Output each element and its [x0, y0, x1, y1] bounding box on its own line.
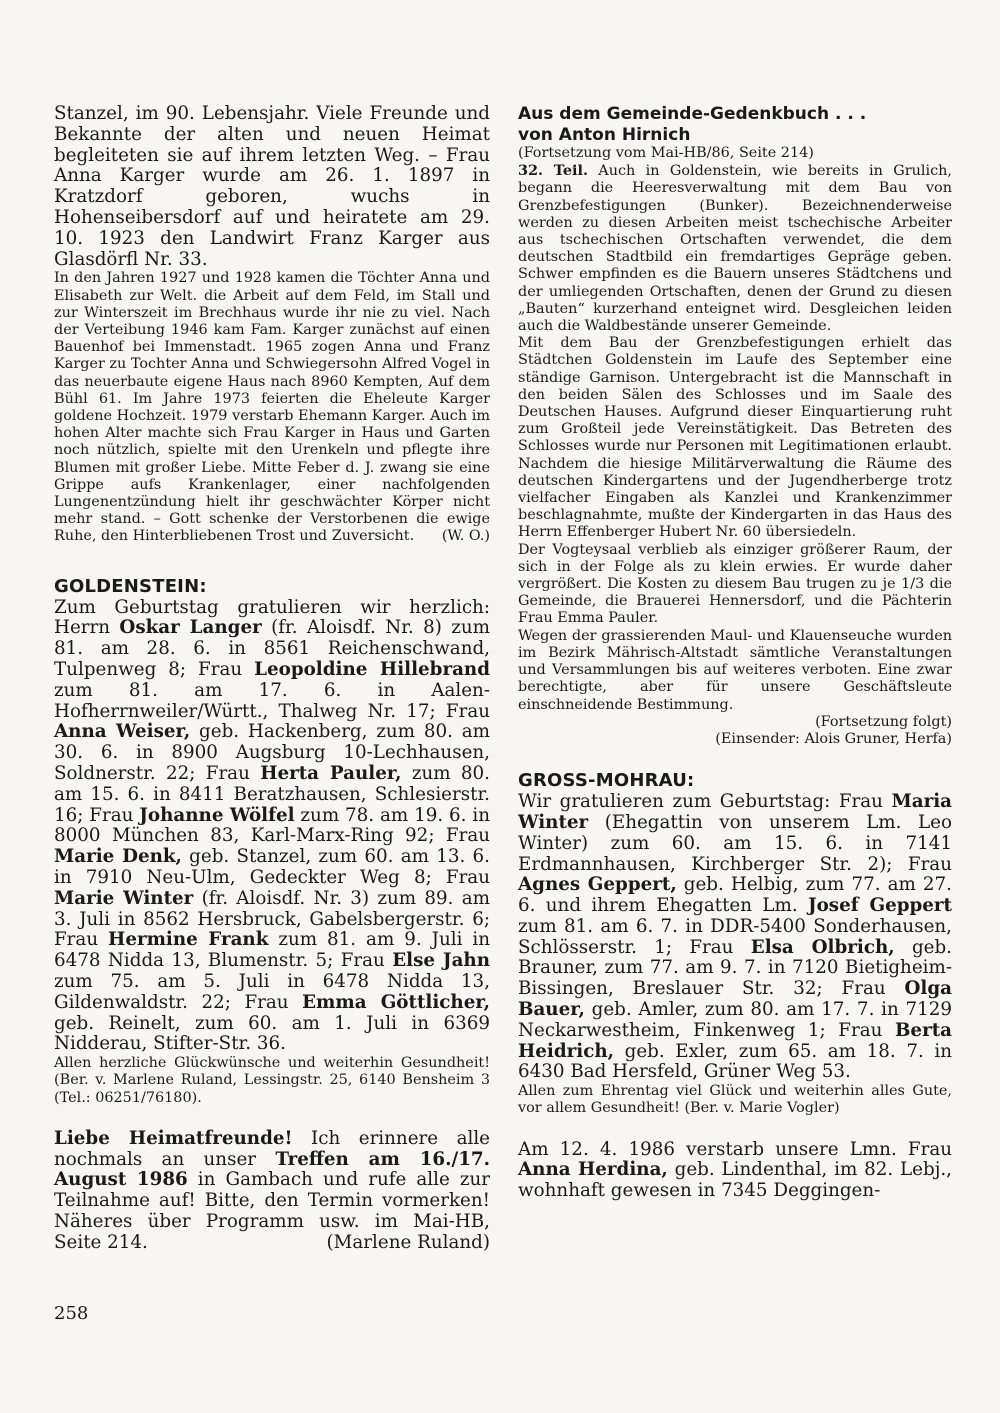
text-run: Am 12. 4. 1986 verstarb unsere Lmn. Frau: [518, 1138, 952, 1160]
text-run: geb. Brauner, zum 77. am 9. 7. in 7120 Bietigheim-Bissingen, Breslauer Str. 32; Frau: [518, 936, 952, 1000]
text-run: geb. Reinelt, zum 60. am 1. Juli in 6369 Nidderau, Stifter-Str. 36.: [54, 1012, 490, 1055]
text-run: (fr. Aloisdf. Nr. 8) zum 81. am 28. 6. in 8561 Reichenschwand, Tulpenweg 8; Frau: [54, 617, 490, 681]
text-run: (Ehegattin von unserem Lm. Leo Winter) zum 60. am 15. 6. in 7141 Erdmannhausen, Kirchberger Str. 2); Frau: [518, 811, 952, 875]
person-name: Agnes Geppert,: [518, 874, 677, 896]
text-run: zum 81. am 17. 6. in Aalen-Hofherrnweiler/Württ., Thalweg Nr. 17; Frau: [54, 679, 490, 722]
text-run: geb. Hackenberg, zum 80. am 30. 6. in 8900 Augsburg 10-Lechhausen, Soldnerstr. 22; Frau: [54, 721, 490, 784]
text-run: geb. Amler, zum 80. am 17. 7. in 7129 Neckarwestheim, Finkenweg 1; Frau: [518, 999, 952, 1041]
text-run: Zum Geburtstag gratulieren wir herzlich: Herrn: [54, 596, 490, 639]
salutation: Liebe Heimatfreunde!: [54, 1127, 293, 1149]
text-run: Auch in Goldenstein, wie bereits in Grulich, begann die Heeresverwaltung mit dem Bau von Grenzbefestigungen (Bunker). Bezeichnenderweise werden zu diesen Arbeiten meist tschechische Arbeiter aus tschechischen Ortschaften verwendet, die dem deutschen Stadtbild ein fremdartiges Gepräge geben. Schwer empfinden es die Bauern unseres Städtchens und der umliegenden Ortschaften, denen der Grund zu diesen „Bauten“ kurzerhand enteignet wird. Desgleichen leiden auch die Waldbestände unserer Gemeinde.: [518, 163, 952, 335]
event-date: Treffen am 16./17. August 1986: [54, 1148, 490, 1191]
person-name: Marie Denk,: [54, 846, 182, 868]
text-run: Wir gratulieren zum Geburtstag: Frau: [518, 791, 892, 813]
person-name: Anna Herdina,: [518, 1159, 668, 1181]
continued-note: (Fortsetzung folgt): [815, 713, 952, 730]
gedenkbuch-para-4: Wegen der grassierenden Maul- und Klauenseuche wurden im Bezirk Mährisch-Altstadt sämtliche Veranstaltungen und Versammlungen bis auf weiteres verboten. Eine zwar berechtigte, aber für unsere Geschäftsleute einschneidende Bestimmung.: [518, 627, 952, 713]
person-name: Emma Göttlicher,: [302, 991, 490, 1013]
text-run: zum 81. am 6. 7. in DDR-5400 Sonderhausen, Schlösserstr. 1; Frau: [518, 915, 952, 958]
person-name: Elsa Olbrich,: [750, 936, 895, 958]
person-name: Else Jahn: [392, 950, 491, 972]
gross-mohrau-wishes: Allen zum Ehrentag viel Glück und weiterhin alles Gute, vor allem Gesundheit! (Ber. v. Marie Vogler): [518, 1083, 952, 1117]
obituary-herdina: [518, 1140, 952, 1202]
continuation-note: (Fortsetzung vom Mai-HB/86, Seite 214): [518, 145, 814, 161]
author-initials: (W. O.): [441, 528, 490, 545]
gedenkbuch-para-1: [518, 162, 952, 335]
sender-note: (Einsender: Alois Gruner, Herfa): [715, 730, 952, 747]
text-run: geb. Lindenthal, im 82. Lebj., wohnhaft gewesen in 7345 Deggingen-: [518, 1159, 952, 1202]
person-name: Hermine Frank: [108, 929, 269, 951]
text-run: Ich erinnere alle nochmals an unser: [54, 1127, 490, 1170]
person-name: Maria Winter: [518, 791, 952, 833]
person-name: Oskar Langer: [119, 617, 262, 639]
text-run: zum 81. am 9. Juli in 6478 Nidda 13, Blumenstr. 5; Frau: [54, 929, 490, 972]
text-run: zum 78. am 19. 6. in 8000 München 83, Karl-Marx-Ring 92; Frau: [54, 804, 490, 847]
person-name: Herta Pauler,: [260, 763, 402, 784]
gedenkbuch-para-2: Mit dem Bau der Grenzbefestigungen erhielt das Städtchen Goldenstein im Laufe des September eine ständige Garnison. Untergebracht ist die Mannschaft in den beiden Sälen des Schlosses und im Saale des Deutschen Hauses. Aufgrund dieser Einquartierung ruht zum Großteil jede Vereinstätigkeit. Das Betreten des Schlosses wurde nur Personen mit Legitimationen erlaubt. Nachdem die hiesige Militärverwaltung die Räume des deutschen Kindergartens und der Jugendherberge trotz vielfacher Eingaben als Kanzlei und Krankenzimmer beschlagnahmte, mußte der Kindergarten in das Haus des Herrn Effenberger Hubert Nr. 60 übersiedeln.: [518, 335, 952, 541]
person-name: Berta Heidrich,: [518, 1019, 952, 1062]
part-label: 32. Teil.: [518, 162, 588, 180]
goldenstein-birthdays: [54, 598, 490, 1056]
gedenkbuch-author: von Anton Hirnich: [518, 124, 691, 145]
text-run: (fr. Aloisdf. Nr. 3) zum 89. am 3. Juli in 8562 Hersbruck, Gabelsbergerstr. 6; Frau: [54, 887, 490, 951]
person-name: Anna Weiser,: [54, 721, 191, 743]
page-number: 258: [54, 1303, 89, 1324]
gedenkbuch-title: Aus dem Gemeinde-Gedenkbuch . . .: [518, 104, 867, 124]
text-run: in Gambach und rufe alle zur Teilnahme auf! Bitte, den Termin vormerken! Näheres über Programm usw. im Mai-HB, Seite 214.: [54, 1169, 491, 1253]
section-heading-gross-mohrau: GROSS-MOHRAU:: [518, 770, 695, 792]
text-run: geb. Stanzel, zum 60. am 13. 6. in 7910 Neu-Ulm, Gedeckter Weg 8; Frau: [54, 846, 490, 888]
goldenstein-wishes: Allen herzliche Glückwünsche und weiterhin Gesundheit! (Ber. v. Marlene Ruland, Lessingstr. 25, 6140 Bensheim 3 (Tel.: 06251/76180).: [54, 1055, 490, 1106]
person-name: Marie Winter: [54, 887, 194, 909]
left-column: [54, 104, 490, 1254]
text-run: geb. Exler, zum 65. am 18. 7. in 6430 Bad Hersfeld, Grüner Weg 53.: [518, 1040, 952, 1083]
text-run: zum 75. am 5. Juli in 6478 Nidda 13, Gildenwaldstr. 22; Frau: [54, 970, 490, 1013]
section-heading-goldenstein: GOLDENSTEIN:: [54, 575, 207, 597]
treffen-announcement: [54, 1129, 490, 1254]
obituary-karger-intro: Stanzel, im 90. Lebensjahr. Viele Freunde und Bekannte der alten und neuen Heimat begleiteten sie auf ihrem letzten Weg. – Frau Anna Karger wurde am 26. 1. 1897 in Kratzdorf geboren, wuchs in Hohenseibersdorf auf und heiratete am 29. 10. 1923 den Landwirt Franz Karger aus Glasdörfl Nr. 33.: [54, 103, 490, 270]
right-column: [518, 104, 952, 1202]
obituary-karger-text: In den Jahren 1927 und 1928 kamen die Töchter Anna und Elisabeth zur Welt. die Arbeit auf dem Feld, im Stall und zur Winterszeit im Brechhaus wurde ihr nie zu viel. Nach der Verteibung 1946 kam Fam. Karger zunächst auf einen Bauenhof bei Immenstadt. 1965 zogen Anna und Franz Karger zu Tochter Anna und Schwiegersohn Alfred Vogel in das neuerbaute eigene Haus nach 8960 Kempten, Auf dem Bühl 61. Im Jahre 1973 feierten die Eheleute Karger goldene Hochzeit. 1979 verstarb Ehemann Karger. Auch im hohen Alter machte sich Frau Karger in Haus und Garten noch nützlich, spielte mit den Urenkeln und pflegte ihre Blumen mit großer Liebe. Mitte Feber d. J. zwang sie eine Grippe aufs Krankenlager, einer nachfolgenden Lungenentzündung hielt ihr geschwächter Körper nicht mehr stand. – Gott schenke der Verstorbenen die ewige Ruhe, den Hinterbliebenen Trost und Zuversicht.: [54, 270, 490, 545]
gross-mohrau-birthdays: [518, 792, 952, 1083]
text-run: geb. Helbig, zum 77. am 27. 6. und ihrem Ehegatten Lm.: [518, 874, 952, 917]
person-name: Johanne Wölfel: [139, 804, 295, 826]
gedenkbuch-para-3: Der Vogteysaal verblieb als einziger größerer Raum, der sich in der Folge als zu klein erwies. Er wurde daher vergrößert. Die Kosten zu diesem Bau trugen zu je 1/3 die Gemeinde, die Brauerei Hennersdorf, und die Pächterin Frau Emma Pauler.: [518, 541, 952, 627]
obituary-karger-body: [54, 270, 490, 545]
person-name: Josef Geppert: [807, 895, 952, 917]
person-name: Leopoldine Hillebrand: [254, 659, 491, 681]
person-name: Olga Bauer,: [518, 978, 952, 1021]
text-run: zum 80. am 15. 6. in 8411 Beratzhausen, Schlesierstr. 16; Frau: [54, 763, 490, 826]
author-signature: (Marlene Ruland): [326, 1231, 490, 1253]
